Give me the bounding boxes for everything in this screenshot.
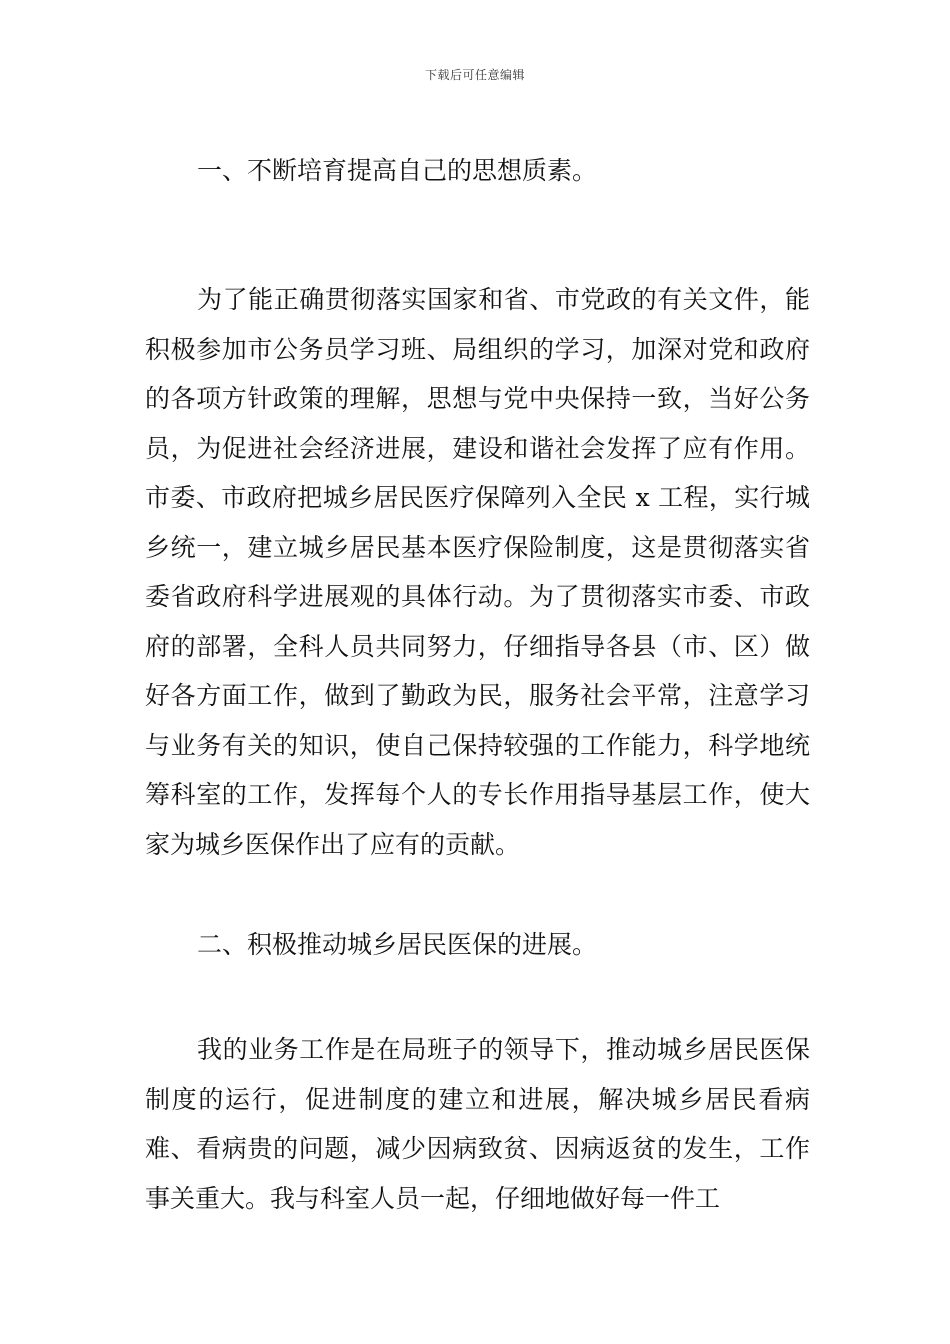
section-paragraph-2: 我的业务工作是在局班子的领导下，推动城乡居民医保制度的运行，促进制度的建立和进展，解决城乡居民看病难、看病贵的问题，减少因病致贫、因病返贫的发生，工作事关重大。我与科室人员一起，仔细地做好每一件工 <box>145 1035 810 1213</box>
header-note: 下载后可任意编辑 <box>424 68 525 82</box>
section-paragraph-1: 为了能正确贯彻落实国家和省、市党政的有关文件，能积极参加市公务员学习班、局组织的学习，加深对党和政府的各项方针政策的理解，思想与党中央保持一致，当好公务员，为促进社会经济进展，建设和谐社会发挥了应有作用。市委、市政府把城乡居民医疗保障列入全民 x 工程，实行城乡统一，建立城乡居民基本医疗保险制度，这是贯彻落实省委省政府科学进展观的具体行动。为了贯彻落实市委、市政府的部署，全科人员共同努力，仔细指导各县（市、区）做好各方面工作，做到了勤政为民，服务社会平常，注意学习与业务有关的知识，使自己保持较强的工作能力，科学地统筹科室的工作，发挥每个人的专长作用指导基层工作，使大家为城乡医保作出了应有的贡献。 <box>145 285 810 859</box>
section-heading-2: 二、积极推动城乡居民医保的进展。 <box>197 930 598 959</box>
section-heading-1: 一、不断培育提高自己的思想质素。 <box>197 156 598 185</box>
